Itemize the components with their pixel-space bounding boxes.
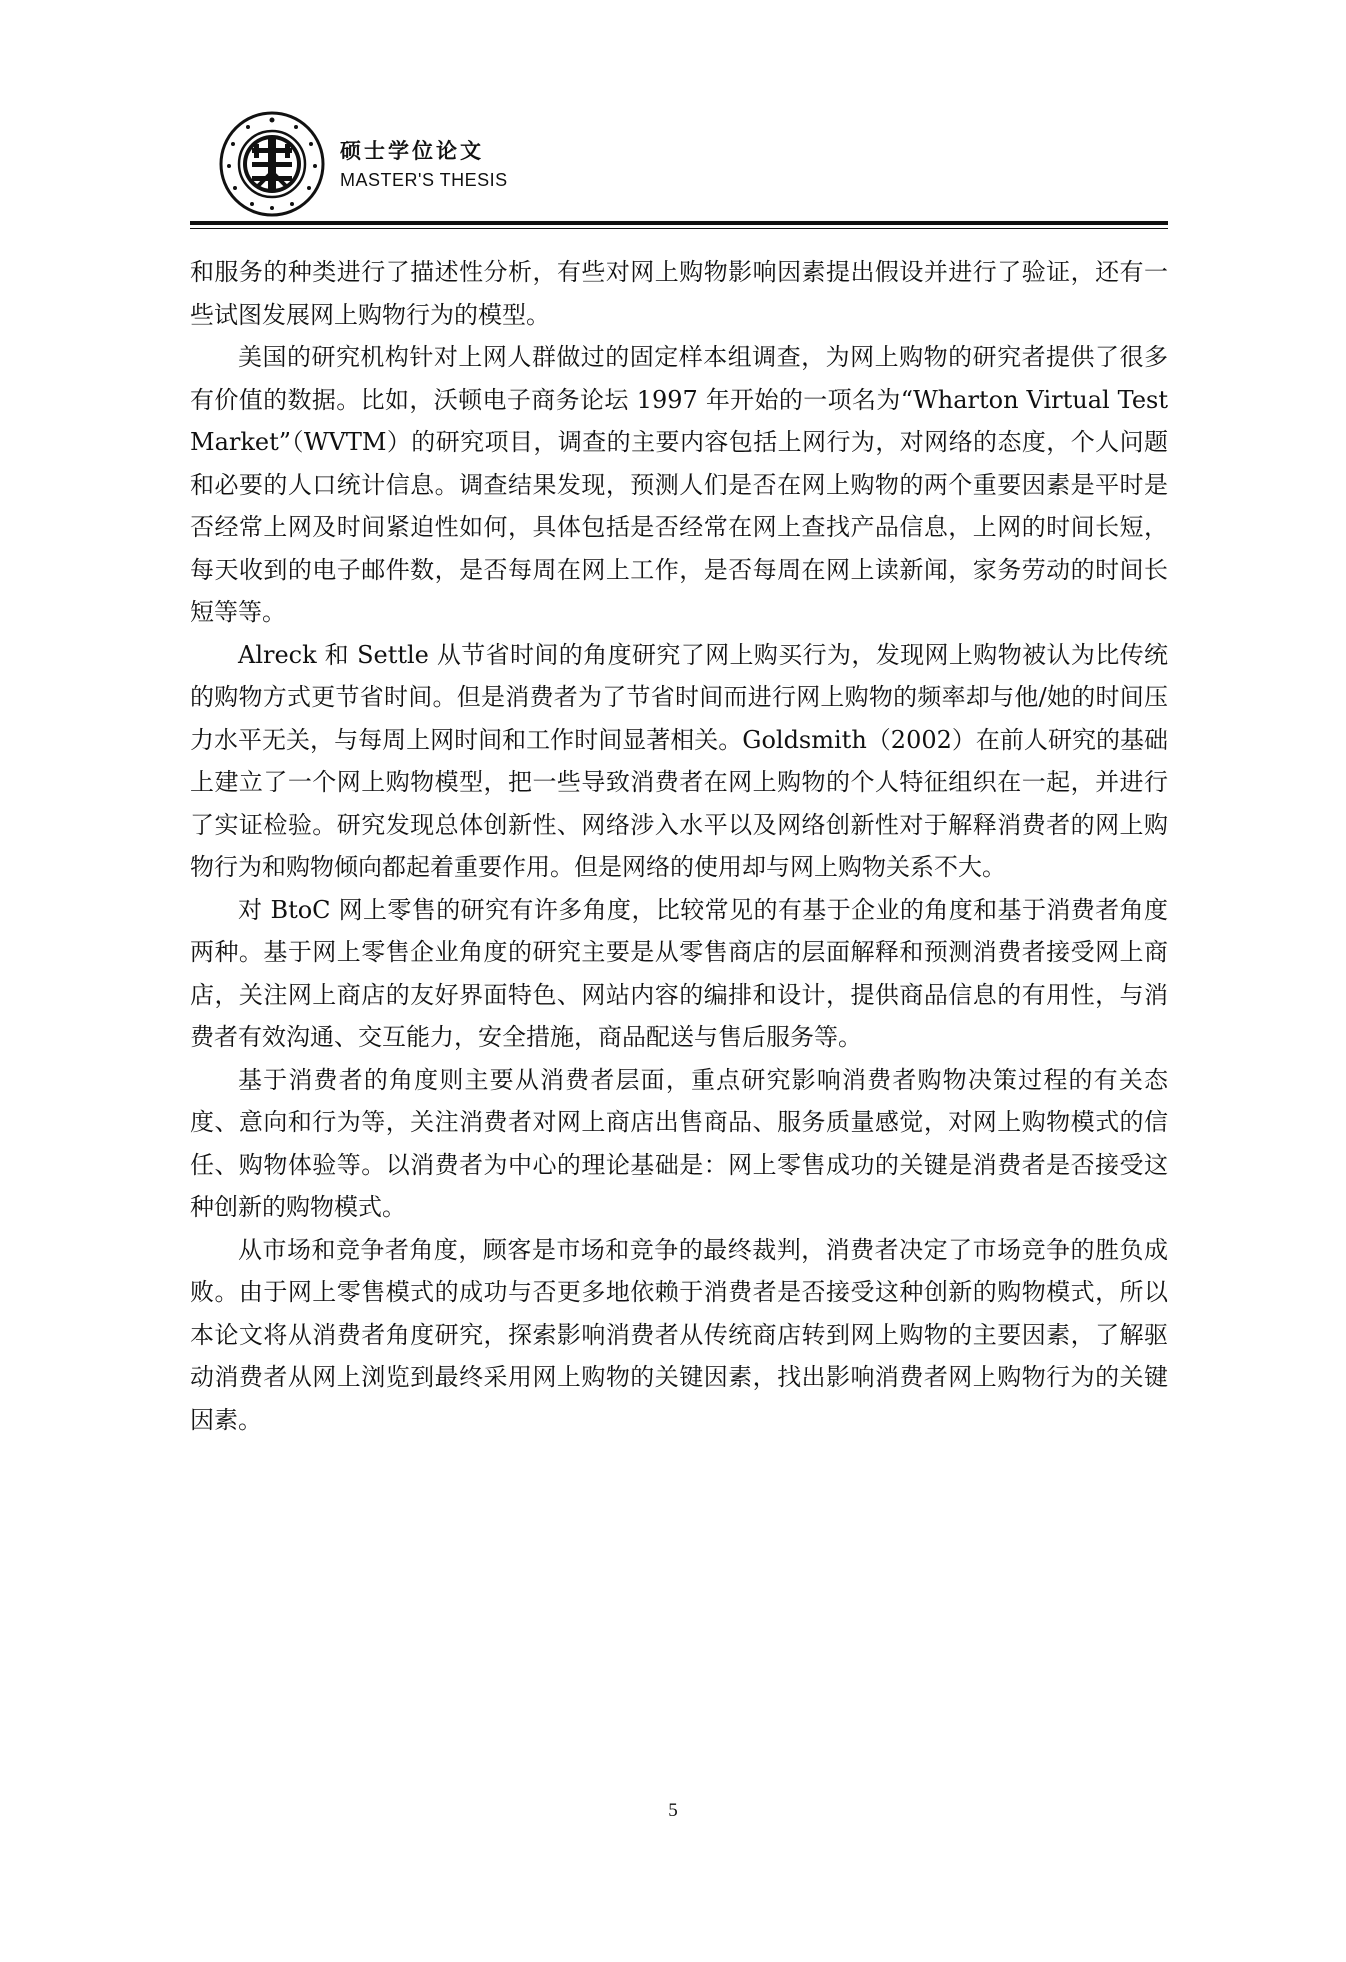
header-rule-thin — [190, 228, 1168, 229]
header-rule-thick — [190, 221, 1168, 225]
header-title-block — [340, 138, 508, 192]
paragraph-consumer-view: 基于消费者的角度则主要从消费者层面，重点研究影响消费者购物决策过程的有关态度、意向和行为等，关注消费者对网上商店出售商品、服务质量感觉，对网上购物模式的信任、购物体验等。以消费者为中心的理论基础是：网上零售成功的关键是消费者是否接受这种创新的购物模式。 — [190, 1065, 1168, 1221]
page-header — [218, 108, 1168, 228]
thesis-type-en: MASTER'S THESIS — [340, 170, 508, 190]
university-seal-icon — [218, 110, 326, 218]
paragraph-market-view: 从市场和竞争者角度，顾客是市场和竞争的最终裁判，消费者决定了市场竞争的胜负成败。由于网上零售模式的成功与否更多地依赖于消费者是否接受这种创新的购物模式，所以本论文将从消费者角度研究，探索影响消费者从传统商店转到网上购物的主要因素，了解驱动消费者从网上浏览到最终采用网上购物的关键因素，找出影响消费者网上购物行为的关键因素。 — [190, 1235, 1168, 1434]
body-text — [190, 251, 1168, 1441]
paragraph-wvtm: 美国的研究机构针对上网人群做过的固定样本组调查，为网上购物的研究者提供了很多有价值的数据。比如，沃顿电子商务论坛 1997 年开始的一项名为“Wharton Virtual Test Market”（WVTM）的研究项目，调查的主要内容包括上网行为，对网络的态度，个人问题和必要的人口统计信息。调查结果发现，预测人们是否在网上购物的两个重要因素是平时是否经常上网及时间紧迫性如何，具体包括是否经常在网上查找产品信息，上网的时间长短，每天收到的电子邮件数，是否每周在网上工作，是否每周在网上读新闻，家务劳动的时间长短等等。 — [190, 343, 1168, 626]
page-number: 5 — [668, 1800, 678, 1821]
paragraph-alreck-settle: Alreck 和 Settle 从节省时间的角度研究了网上购买行为，发现网上购物被认为比传统的购物方式更节省时间。但是消费者为了节省时间而进行网上购物的频率却与他/她的时间压力水平无关，与每周上网时间和工作时间显著相关。Goldsmith（2002）在前人研究的基础上建立了一个网上购物模型，把一些导致消费者在网上购物的个人特征组织在一起，并进行了实证检验。研究发现总体创新性、网络涉入水平以及网络创新性对于解释消费者的网上购物行为和购物倾向都起着重要作用。但是网络的使用却与网上购物关系不大。 — [190, 640, 1168, 881]
thesis-type-cn: 硕士学位论文 — [340, 138, 484, 163]
paragraph-continued: 和服务的种类进行了描述性分析，有些对网上购物影响因素提出假设并进行了验证，还有一些试图发展网上购物行为的模型。 — [190, 258, 1168, 329]
paragraph-btoc: 对 BtoC 网上零售的研究有许多角度，比较常见的有基于企业的角度和基于消费者角度两种。基于网上零售企业角度的研究主要是从零售商店的层面解释和预测消费者接受网上商店，关注网上商店的友好界面特色、网站内容的编排和设计，提供商品信息的有用性，与消费者有效沟通、交互能力，安全措施，商品配送与售后服务等。 — [190, 895, 1168, 1051]
